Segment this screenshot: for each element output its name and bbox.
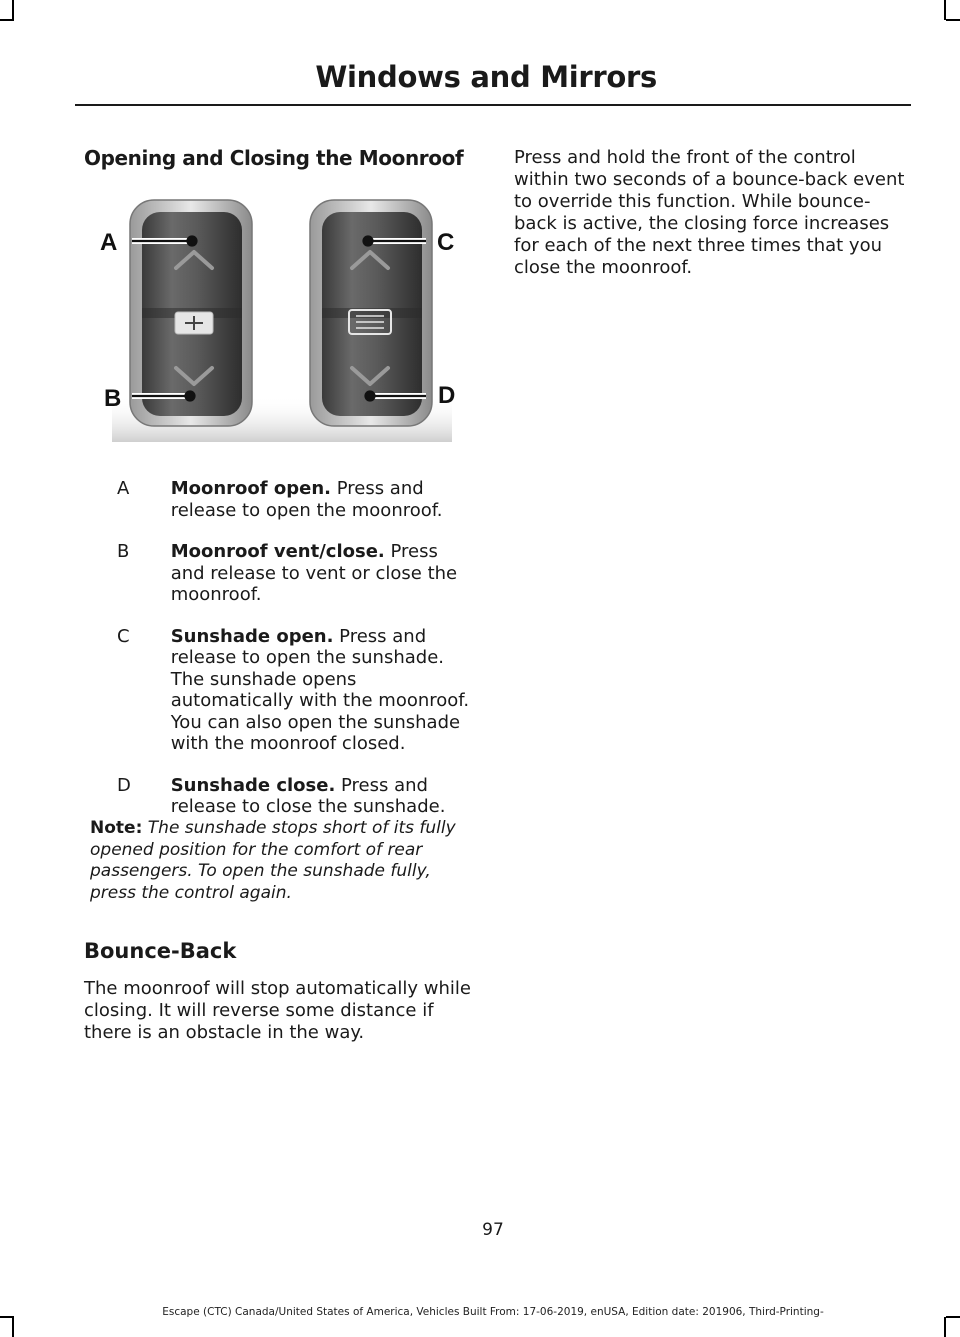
note-text: The sunshade stops short of its fully opened position for the comfort of rear passengers. To open the sunshade fully, press the control again. (90, 818, 456, 903)
callout-dot-c (364, 237, 373, 246)
list-item (84, 478, 474, 521)
bounce-back-heading: Bounce-Back (84, 939, 237, 963)
footer-text: Escape (CTC) Canada/United States of America, Vehicles Built From: 17-06-2019, enUSA, Edition date: 201906, Third-Printing- (162, 1306, 824, 1318)
crop-mark (946, 19, 960, 21)
note (90, 818, 475, 904)
crop-mark (12, 1317, 14, 1337)
item-description: Press and release to vent or close the moonroof. (170, 541, 458, 605)
header-rule (75, 104, 911, 106)
bounce-back-paragraph: The moonroof will stop automatically while closing. It will reverse some distance if there is an obstacle in the way. (84, 978, 471, 1043)
item-letter: A (117, 478, 130, 499)
figure-label-b: B (104, 385, 122, 412)
callout-dot-d (366, 392, 375, 401)
crop-mark (944, 1317, 946, 1337)
item-title: Sunshade close. (170, 774, 336, 796)
moonroof-control-figure (92, 196, 468, 444)
figure-label-a: A (100, 229, 118, 256)
crop-mark (0, 19, 14, 21)
figure-label-d: D (438, 382, 456, 409)
item-title: Moonroof open. (170, 478, 331, 499)
item-letter: D (117, 774, 131, 796)
figure-label-c: C (437, 229, 455, 256)
note-label: Note: (90, 818, 143, 838)
item-title: Moonroof vent/close. (170, 541, 385, 562)
list-item (84, 541, 474, 606)
callout-dot-a (188, 237, 197, 246)
item-description: Press and release to open the moonroof. (170, 478, 443, 521)
item-letter: B (117, 541, 130, 562)
item-description: Press and release to open the sunshade. The sunshade opens automatically with the moonroof. You can also open the sunshade with the moonroof closed. (170, 625, 470, 754)
item-letter: C (117, 625, 130, 647)
control-description-list (84, 478, 474, 838)
override-paragraph: Press and hold the front of the control within two seconds of a bounce-back event to override this function. While bounce-back is active, the closing force increases for each of the next three times that you close the moonroof. (514, 147, 905, 278)
item-description: Press and release to close the sunshade. (170, 774, 446, 817)
callout-dot-b (186, 392, 195, 401)
item-title: Sunshade open. (170, 625, 334, 647)
list-item (84, 626, 474, 755)
page-number: 97 (482, 1220, 504, 1240)
page-header-title: Windows and Mirrors (315, 60, 657, 94)
section-title: Opening and Closing the Moonroof (84, 146, 464, 170)
list-item (84, 775, 474, 818)
moonroof-control-illustration (92, 196, 468, 444)
crop-mark (944, 0, 946, 20)
crop-mark (12, 0, 14, 20)
